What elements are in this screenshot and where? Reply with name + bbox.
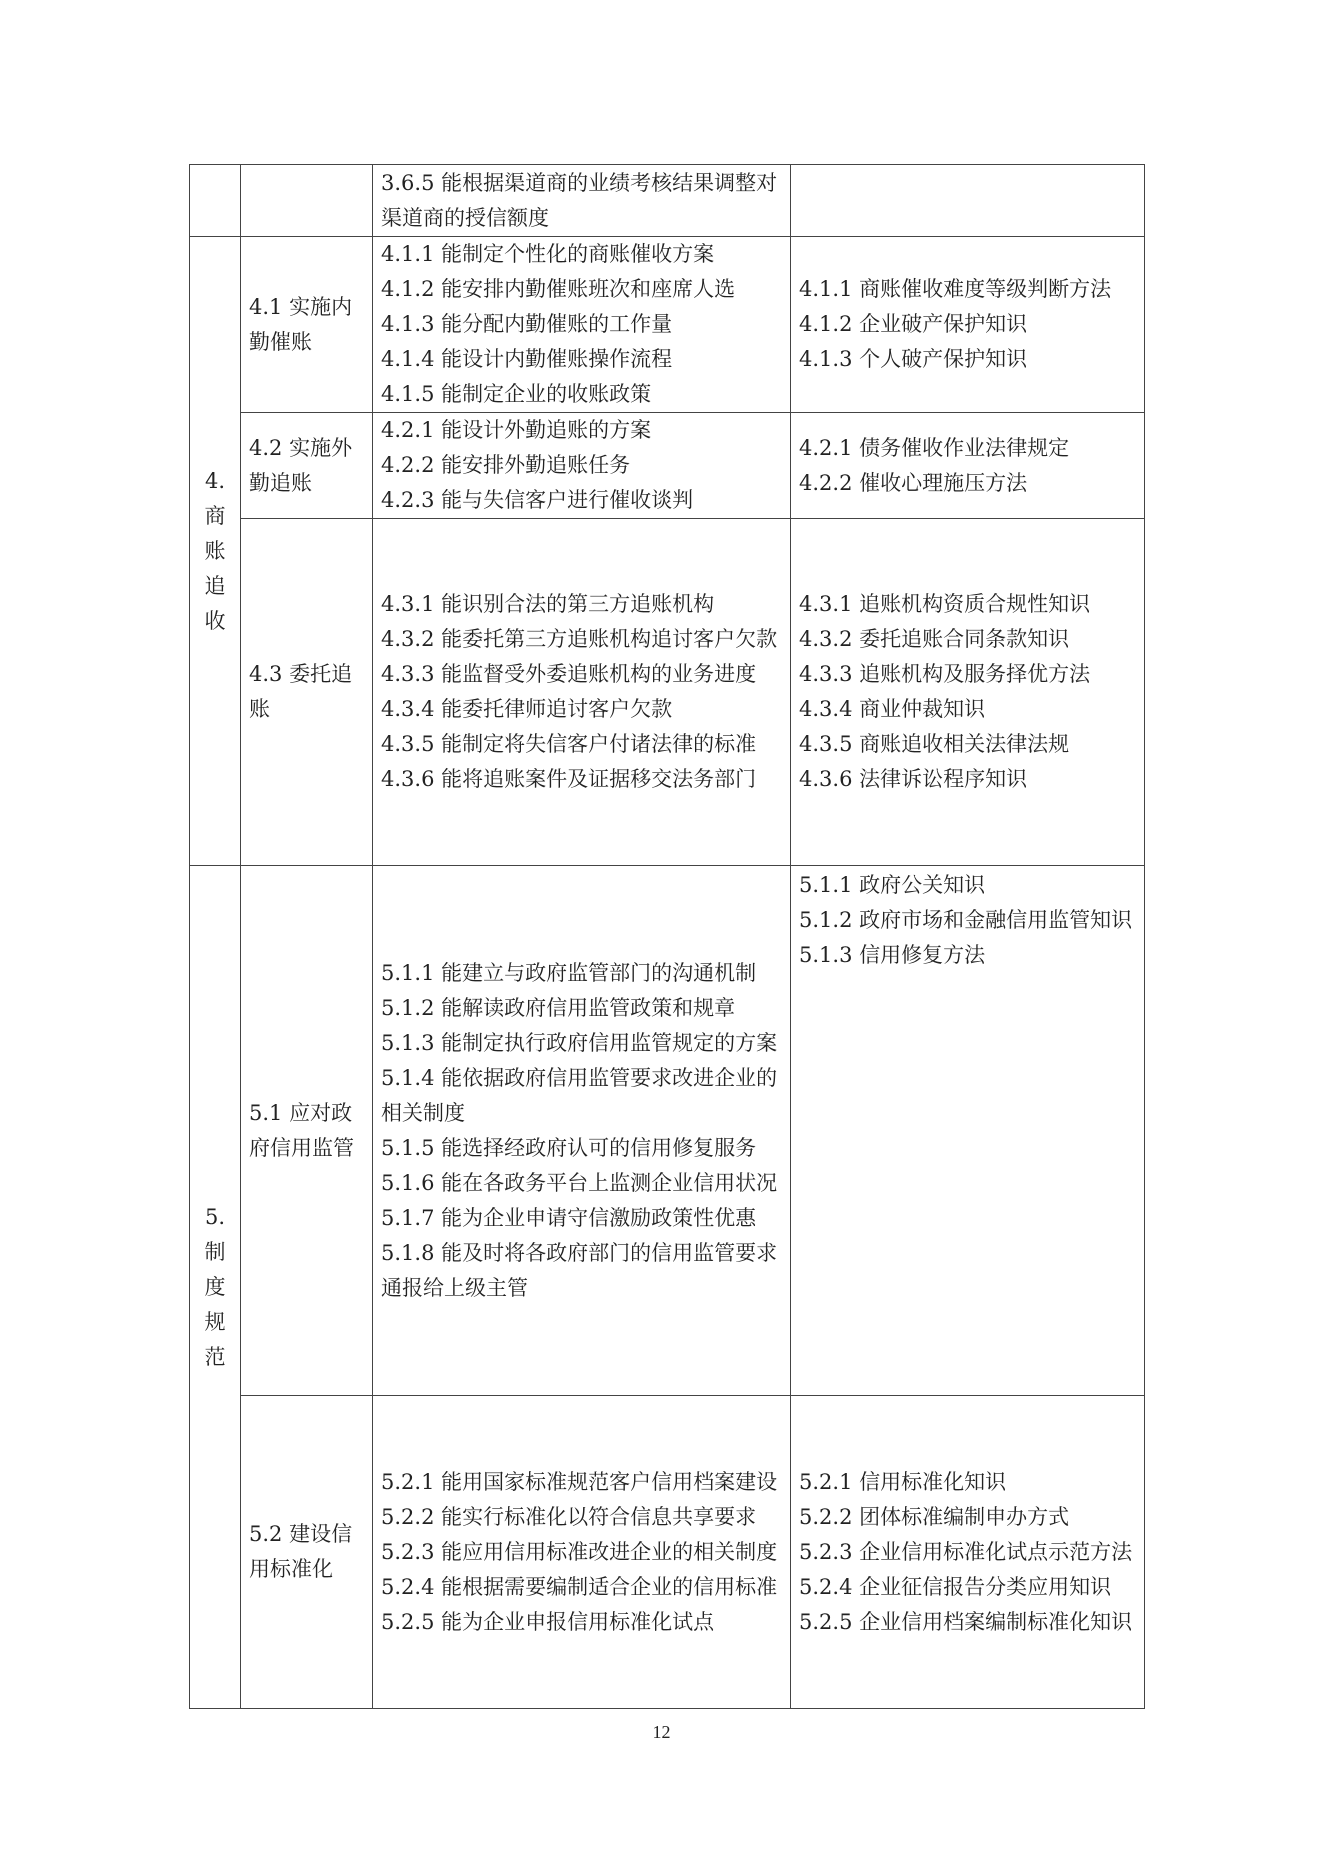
knowledge-cell [791,237,1145,413]
category-label: 4. [204,468,226,493]
skill-item: 4.3.2 能委托第三方追账机构追讨客户欠款 [381,627,778,651]
knowledge-item: 5.2.1 信用标准化知识 [799,1469,1007,1494]
skill-item: 4.1.5 能制定企业的收账政策 [381,382,652,406]
knowledge-item: 5.2.2 团体标准编制申办方式 [799,1504,1070,1529]
knowledge-item: 4.2.1 债务催收作业法律规定 [799,435,1070,460]
table-row [190,413,1145,519]
category-cell-4 [190,237,241,866]
competency-table [189,164,1145,1709]
table-row [190,165,1145,237]
skill-item: 4.3.3 能监督受外委追账机构的业务进度 [381,662,757,686]
skill-item: 4.3.4 能委托律师追讨客户欠款 [381,697,673,721]
skill-item: 5.1.2 能解读政府信用监管政策和规章 [381,995,736,1020]
skills-cell [373,237,791,413]
category-label: 5. [204,1204,226,1229]
knowledge-item: 5.2.4 企业征信报告分类应用知识 [799,1574,1112,1599]
skill-item: 4.1.3 能分配内勤催账的工作量 [381,312,673,336]
knowledge-item: 4.3.2 委托追账合同条款知识 [799,627,1070,651]
category-label: 追 [204,573,226,598]
skill-item: 3.6.5 能根据渠道商的业绩考核结果调整对渠道商的授信额度 [381,170,778,230]
category-label: 范 [204,1344,226,1369]
knowledge-cell [791,866,1145,1396]
knowledge-item: 5.2.5 企业信用档案编制标准化知识 [799,1609,1133,1634]
knowledge-item: 4.3.6 法律诉讼程序知识 [799,767,1028,791]
skill-item: 5.2.4 能根据需要编制适合企业的信用标准 [381,1574,778,1599]
knowledge-item: 5.1.3 信用修复方法 [799,943,986,967]
knowledge-item: 4.3.1 追账机构资质合规性知识 [799,592,1091,616]
table-row [190,237,1145,413]
skill-item: 5.1.1 能建立与政府监管部门的沟通机制 [381,960,757,985]
skill-item: 5.1.8 能及时将各政府部门的信用监管要求通报给上级主管 [381,1240,778,1300]
skill-item: 5.1.3 能制定执行政府信用监管规定的方案 [381,1030,778,1055]
skill-item: 4.2.1 能设计外勤追账的方案 [381,418,652,442]
skill-item: 5.1.5 能选择经政府认可的信用修复服务 [381,1135,757,1160]
category-label: 收 [204,608,226,633]
knowledge-cell [791,519,1145,866]
unit-cell: 5.1 应对政府信用监管 [241,866,373,1396]
skills-cell [373,413,791,519]
category-label: 账 [204,538,226,563]
table-row [190,1396,1145,1709]
skills-cell [373,519,791,866]
skills-cell [373,1396,791,1709]
skill-item: 5.2.3 能应用信用标准改进企业的相关制度 [381,1539,778,1564]
skill-item: 4.1.1 能制定个性化的商账催收方案 [381,242,715,266]
knowledge-item: 5.2.3 企业信用标准化试点示范方法 [799,1539,1133,1564]
category-cell-5 [190,866,241,1709]
category-cell [190,165,241,237]
skill-item: 5.2.5 能为企业申报信用标准化试点 [381,1609,715,1634]
skill-item: 5.2.1 能用国家标准规范客户信用档案建设 [381,1469,778,1494]
unit-cell: 4.3 委托追账 [241,519,373,866]
knowledge-cell [791,1396,1145,1709]
category-label: 度 [204,1274,226,1299]
skill-item: 4.3.5 能制定将失信客户付诸法律的标准 [381,732,757,756]
knowledge-item: 4.3.4 商业仲裁知识 [799,697,986,721]
knowledge-item: 4.1.2 企业破产保护知识 [799,312,1028,336]
knowledge-item: 4.2.2 催收心理施压方法 [799,470,1028,495]
skill-item: 5.1.6 能在各政务平台上监测企业信用状况 [381,1170,778,1195]
unit-cell: 4.1 实施内勤催账 [241,237,373,413]
skill-item: 4.1.2 能安排内勤催账班次和座席人选 [381,277,736,301]
skill-item: 4.3.1 能识别合法的第三方追账机构 [381,592,715,616]
knowledge-item: 4.3.3 追账机构及服务择优方法 [799,662,1091,686]
knowledge-cell [791,413,1145,519]
skill-item: 5.1.7 能为企业申请守信激励政策性优惠 [381,1205,757,1230]
knowledge-item: 5.1.2 政府市场和金融信用监管知识 [799,908,1133,932]
skill-item: 4.2.3 能与失信客户进行催收谈判 [381,488,694,512]
category-label: 规 [204,1309,226,1334]
table-row [190,866,1145,1396]
skill-item: 4.1.4 能设计内勤催账操作流程 [381,347,673,371]
unit-cell: 5.2 建设信用标准化 [241,1396,373,1709]
page-number: 12 [652,1722,671,1742]
skill-item: 5.2.2 能实行标准化以符合信息共享要求 [381,1504,757,1529]
skills-cell [373,165,791,237]
table-row [190,519,1145,866]
category-label: 制 [204,1239,226,1264]
skill-item: 4.3.6 能将追账案件及证据移交法务部门 [381,767,757,791]
skill-item: 5.1.4 能依据政府信用监管要求改进企业的相关制度 [381,1065,778,1125]
knowledge-item: 4.1.1 商账催收难度等级判断方法 [799,277,1112,301]
skill-item: 4.2.2 能安排外勤追账任务 [381,453,631,477]
skills-cell [373,866,791,1396]
knowledge-item: 4.3.5 商账追收相关法律法规 [799,732,1070,756]
knowledge-item: 5.1.1 政府公关知识 [799,873,986,897]
knowledge-item: 4.1.3 个人破产保护知识 [799,347,1028,371]
unit-cell [241,165,373,237]
unit-cell: 4.2 实施外勤追账 [241,413,373,519]
knowledge-cell [791,165,1145,237]
category-label: 商 [204,503,226,528]
